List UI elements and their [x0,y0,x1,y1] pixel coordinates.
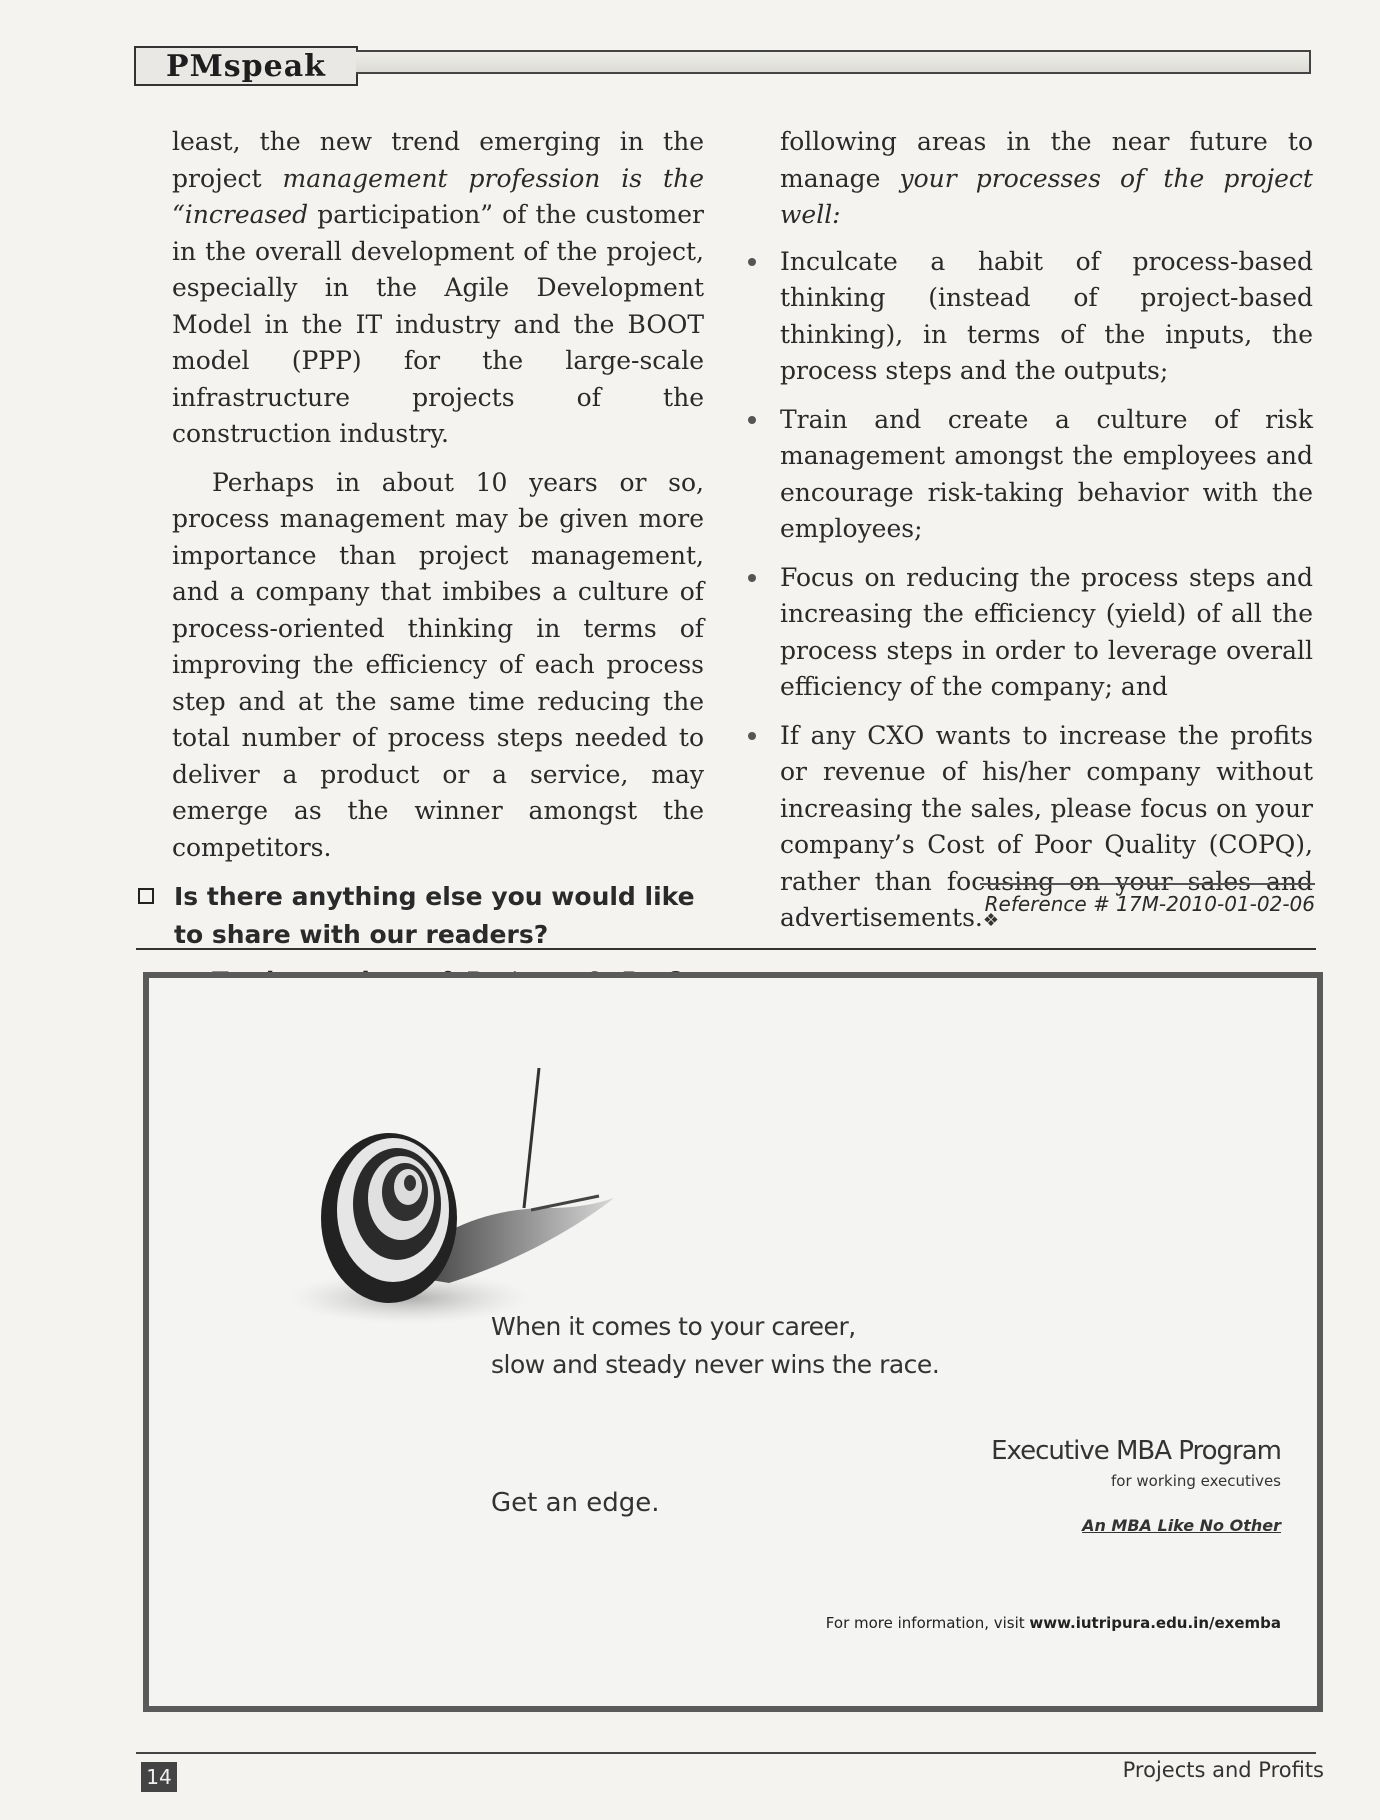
advertisement [143,972,1323,1712]
section-divider [136,948,1316,950]
reference-number: Reference # 17M-2010-01-02-06 [984,892,1315,916]
paragraph-1-part-a: least, the new trend emerging in the project [172,127,704,193]
ad-call-to-action: Get an edge. [491,1488,660,1518]
program-slogan: An MBA Like No Other [1082,1516,1281,1535]
footer-rule [136,1752,1316,1754]
list-item-text: Train and create a culture of risk management amongst the employees and encourage risk-taking behavior with the employees; [780,404,1313,543]
more-info-prefix: For more information, visit [825,1614,1030,1632]
end-ornament-icon: ❖ [982,910,1000,931]
list-item [780,560,1313,706]
recommendation-list [780,244,1313,940]
more-info-url: www.iutripura.edu.in/exemba [1029,1614,1281,1632]
tagline-line-1: When it comes to your career, [491,1312,856,1341]
bullet-icon [748,732,756,740]
question-block [172,878,704,954]
page-number: 14 [141,1762,177,1792]
list-item-text: If any CXO wants to increase the profits or revenue of his/her company without increasing the sales, please focus on your company’s Cost of Poor Quality (COPQ), rather than focusing on your sales and advertisements. [780,720,1313,932]
list-item-text: Inculcate a habit of process-based thinking (instead of project-based thinking), in terms of the inputs, the process steps and the outputs; [780,246,1313,385]
reference-rule [980,883,1315,885]
checkbox-bullet-icon [138,888,154,904]
paragraph-1 [172,124,704,453]
left-column [172,124,704,1074]
list-item [780,244,1313,390]
paragraph-1-part-c: participation” of the customer in the overall development of the project, especially in the Agile Development Model in the IT industry and the BOOT model (PPP) for the large-scale infrastructure projects of the construction industry. [172,200,704,448]
bullet-icon [748,574,756,582]
bullet-icon [748,258,756,266]
paragraph-2: Perhaps in about 10 years or so, process management may be given more importance than project management, and a company that imbibes a culture of process-oriented thinking in terms of improving the efficiency of each process step and at the same time reducing the total number of process steps needed to deliver a product or a service, may emerge as the winner amongst the competitors. [172,467,704,862]
list-item [780,402,1313,548]
paragraph-1-part-b: management profession is the “increased [172,163,704,229]
program-subtitle: for working executives [1111,1472,1281,1490]
bullet-icon [748,416,756,424]
section-label [134,46,358,86]
more-info [826,1614,1281,1632]
question-text: Is there anything else you would like to share with our readers? [174,882,695,949]
tagline-line-2: slow and steady never wins the race. [491,1350,940,1379]
program-title: Executive MBA Program [991,1436,1281,1466]
ad-tagline [491,1308,939,1384]
intro-paragraph [780,124,1313,234]
section-label-text: PMspeak [166,48,326,84]
right-column [780,124,1313,952]
intro-part-a: following areas in the near future to manage [780,127,1313,193]
header-rule [356,50,1311,74]
list-item-text: Focus on reducing the process steps and increasing the efficiency (yield) of all the process steps in order to leverage overall efficiency of the company; and [780,562,1313,701]
intro-part-b: your processes of the project well: [780,163,1313,229]
publication-name: Projects and Profits [1122,1758,1324,1782]
